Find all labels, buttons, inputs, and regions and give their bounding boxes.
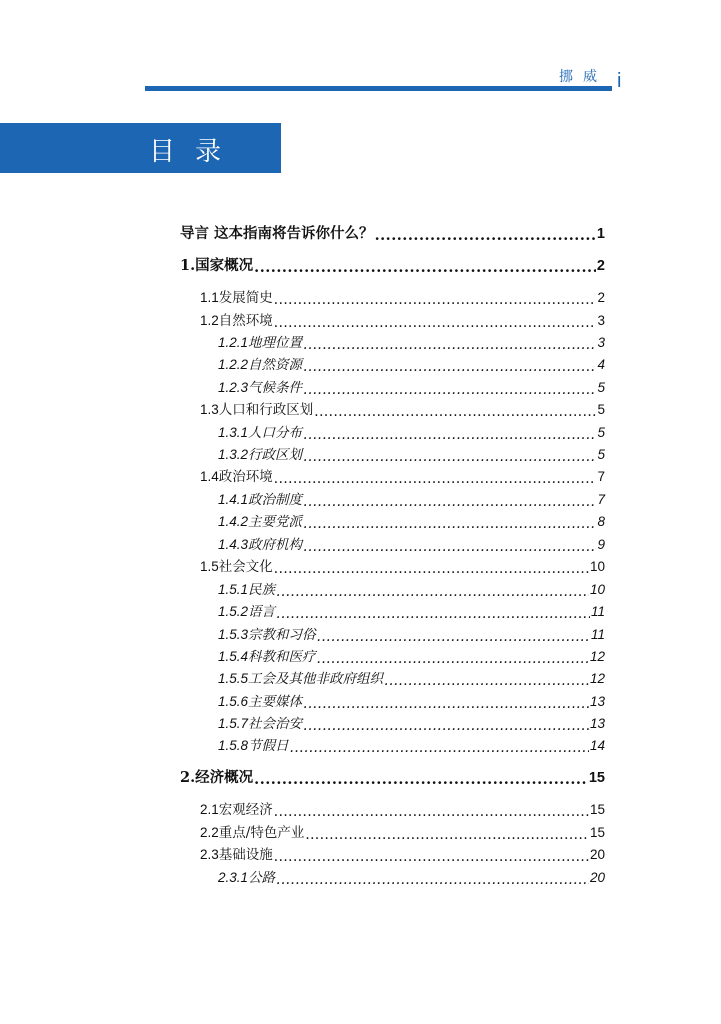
toc-entry-subsection[interactable] [218,669,605,689]
toc-entry-page: 10 [589,582,605,597]
toc-entry-number: 1.5 [200,559,219,574]
toc-entry-number: 1.5.4 [218,649,249,664]
toc-entry-page: 1 [596,226,605,242]
header-country-name: 挪威 [559,69,607,85]
toc-leader-dots [305,827,589,843]
toc-entry-title: 宗教和习俗 [248,627,316,643]
toc-leader-dots [303,718,589,734]
toc-entry-title: 重点/特色产业 [218,825,305,841]
toc-entry-subsection[interactable] [218,535,605,555]
toc-entry-title: 地理位置 [248,335,303,351]
toc-leader-dots [303,337,596,353]
toc-entry-number: 1.2 [200,313,219,328]
toc-entry-page: 5 [597,425,605,440]
toc-entry-page: 4 [597,357,605,372]
toc-entry-number: 2.1 [200,802,219,817]
toc-leader-dots [317,651,589,667]
toc-entry-title: 语言 [248,604,276,620]
header-page-numeral: i [617,70,622,92]
toc-leader-dots [303,382,596,398]
toc-entry-page: 5 [597,447,605,462]
toc-entry-subsection[interactable] [218,647,605,667]
toc-entry-number: 1.2.1 [218,335,249,350]
toc-entry-number: 1.2.2 [218,357,249,372]
toc-leader-dots [276,584,589,600]
toc-entry-title: 社会治安 [248,716,303,732]
toc-entry-number: 2.2 [200,825,219,840]
toc-entry-page: 15 [588,770,605,786]
toc-entry-page: 3 [597,313,605,328]
toc-leader-dots [303,539,596,555]
toc-entry-page: 20 [589,870,605,885]
toc-entry-section[interactable] [200,311,605,331]
toc-entry-page: 8 [597,514,605,529]
toc-entry-number: 2. [180,769,196,786]
toc-leader-dots [303,696,589,712]
toc-entry-number: 1.4.3 [218,537,249,552]
toc-entry-page: 11 [590,604,605,619]
toc-entry-title: 行政区划 [248,447,303,463]
toc-leader-dots [375,228,596,244]
toc-entry-title: 宏观经济 [218,802,273,818]
toc-leader-dots [303,494,596,510]
toc-entry-title: 国家概况 [195,257,254,274]
toc-leader-dots [274,849,589,865]
toc-entry-title: 主要党派 [248,514,303,530]
toc-entry-number: 1.4.1 [218,492,249,507]
toc-leader-dots [274,315,597,331]
toc-leader-dots [274,471,597,487]
toc-entry-title: 公路 [248,870,276,886]
toc-leader-dots [314,404,596,420]
toc-entry-title: 节假日 [248,738,289,754]
toc-entry-number: 1.2.3 [218,380,249,395]
toc-entry-title: 经济概况 [195,769,254,786]
toc-entry-number: 1. [180,257,196,274]
toc-leader-dots [303,449,596,465]
toc-entry-number: 1.5.7 [218,716,249,731]
toc-entry-chapter-1[interactable] [180,256,605,276]
toc-leader-dots [254,772,588,788]
toc-entry-title: 自然环境 [218,313,273,329]
toc-entry-title: 导言 这本指南将告诉你什么？ [180,225,374,242]
toc-entry-page: 15 [589,825,605,840]
toc-entry-page: 7 [597,469,605,484]
toc-entry-number: 1.4 [200,469,219,484]
toc-entry-number: 2.3.1 [218,870,249,885]
header-rule [145,86,612,91]
toc-leader-dots [274,561,589,577]
toc-entry-subsection[interactable] [218,625,605,645]
toc-entry-title: 发展简史 [218,290,273,306]
toc-entry-number: 1.3.1 [218,425,249,440]
toc-entry-section[interactable] [200,400,605,420]
toc-entry-section[interactable] [200,288,605,308]
toc-leader-dots [303,427,596,443]
toc-entry-subsection[interactable] [218,445,605,465]
toc-entry-title: 气候条件 [248,380,303,396]
toc-entry-title: 社会文化 [218,559,273,575]
toc-entry-title: 自然资源 [248,357,303,373]
toc-entry-title: 人口和行政区划 [218,402,314,418]
toc-leader-dots [290,740,589,756]
toc-entry-title: 科教和医疗 [248,649,316,665]
toc-entry-subsection[interactable] [218,692,605,712]
toc-entry-title: 政治制度 [248,492,303,508]
toc-entry-page: 5 [597,402,605,417]
toc-entry-page: 2 [596,258,605,274]
toc-entry-subsection[interactable] [218,333,605,353]
toc-entry-page: 7 [597,492,605,507]
toc-entry-page: 2 [597,290,605,305]
toc-entry-number: 1.5.1 [218,582,249,597]
toc-entry-page: 10 [589,559,605,574]
toc-entry-subsection[interactable] [218,868,605,888]
toc-entry-subsection[interactable] [218,512,605,532]
toc-entry-title: 民族 [248,582,276,598]
toc-entry-page: 12 [589,671,605,686]
toc-entry-page: 14 [589,738,605,753]
toc-entry-page: 15 [589,802,605,817]
toc-entry-page: 20 [589,847,605,862]
toc-entry-page: 3 [597,335,605,350]
toc-entry-number: 1.3 [200,402,219,417]
toc-leader-dots [276,872,589,888]
toc-entry-section[interactable] [200,467,605,487]
toc-leader-dots [317,629,590,645]
toc-entry-chapter-2[interactable] [180,768,605,788]
toc-entry-subsection[interactable] [218,355,605,375]
toc-entry-intro[interactable] [180,224,605,244]
toc-entry-page: 12 [589,649,605,664]
toc-entry-page: 9 [597,537,605,552]
toc-leader-dots [303,359,596,375]
toc-entry-number: 2.3 [200,847,219,862]
toc-entry-number: 1.1 [200,290,219,305]
toc-entry-page: 5 [597,380,605,395]
toc-entry-number: 1.5.6 [218,694,249,709]
toc-entry-subsection[interactable] [218,580,605,600]
toc-entry-page: 11 [590,627,605,642]
toc-entry-subsection[interactable] [218,423,605,443]
toc-leader-dots [274,292,597,308]
toc-entry-subsection[interactable] [218,602,605,622]
toc-entry-number: 1.5.8 [218,738,249,753]
toc-leader-dots [276,606,590,622]
toc-leader-dots [384,673,589,689]
toc-entry-number: 1.5.3 [218,627,249,642]
toc-entry-number: 1.5.5 [218,671,249,686]
toc-leader-dots [303,516,596,532]
toc-entry-page: 13 [589,716,605,731]
toc-entry-title: 工会及其他非政府组织 [248,671,384,687]
toc-entry-title: 政治环境 [218,469,273,485]
toc-entry-title: 主要媒体 [248,694,303,710]
toc-entry-subsection[interactable] [218,714,605,734]
toc-title: 目录 [149,137,242,167]
toc-entry-title: 人口分布 [248,425,303,441]
toc-entry-title: 基础设施 [218,847,273,863]
toc-entry-number: 1.5.2 [218,604,249,619]
toc-entry-section[interactable] [200,557,605,577]
toc-leader-dots [274,804,589,820]
toc-entry-number: 1.4.2 [218,514,249,529]
toc-leader-dots [254,260,596,276]
toc-entry-page: 13 [589,694,605,709]
toc-entry-subsection[interactable] [218,490,605,510]
toc-entry-subsection[interactable] [218,378,605,398]
toc-entry-subsection[interactable] [218,736,605,756]
toc-entry-title: 政府机构 [248,537,303,553]
toc-entry-number: 1.3.2 [218,447,249,462]
toc-entry-section[interactable] [200,845,605,865]
toc-entry-section[interactable] [200,800,605,820]
toc-entry-section[interactable] [200,823,605,843]
